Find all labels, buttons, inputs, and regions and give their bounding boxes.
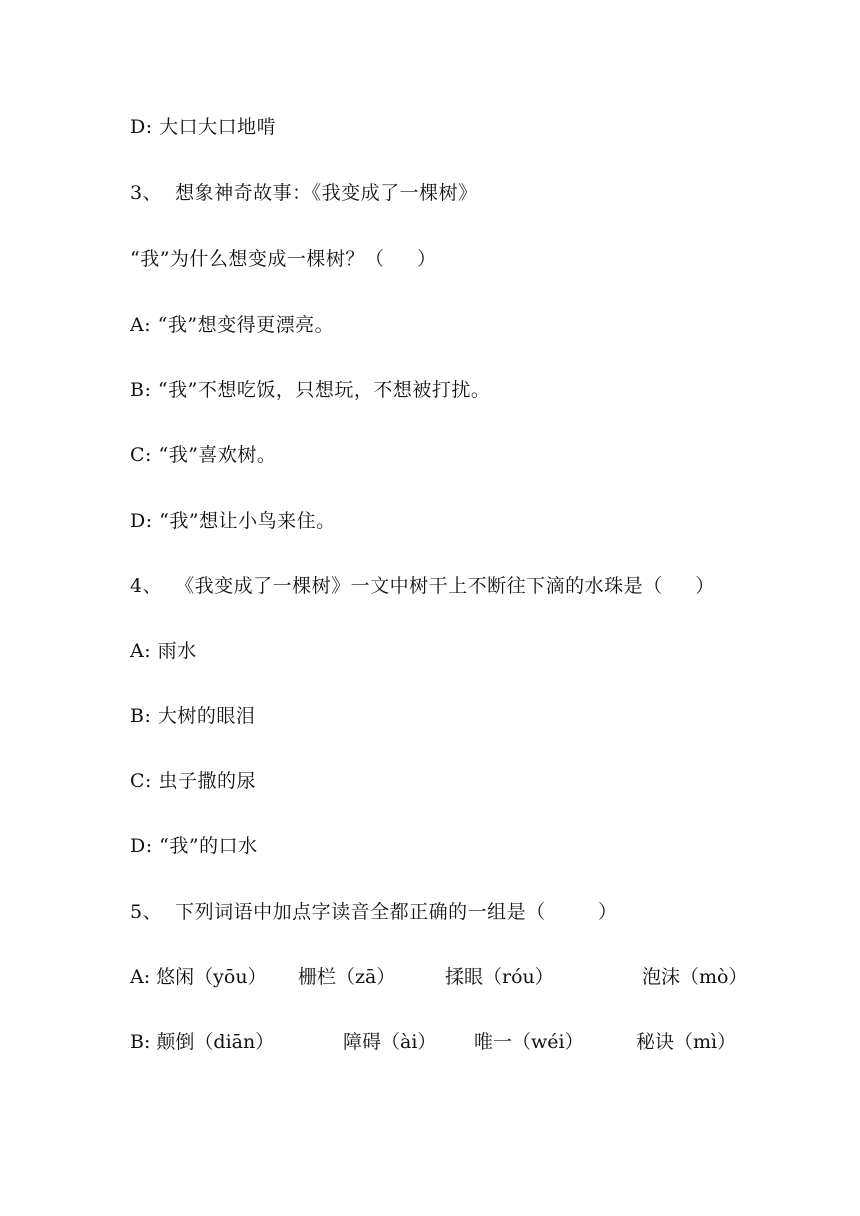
q5-b-word-3: 唯一（wéi） (474, 1031, 584, 1053)
q5-title: 5、 下列词语中加点字读音全都正确的一组是（ ） (130, 901, 618, 923)
q3-option-c: C: “我”喜欢树。 (130, 444, 277, 466)
q3-stem: “我”为什么想变成一棵树？（ ） (130, 248, 437, 270)
q3-option-a: A: “我”想变得更漂亮。 (130, 314, 335, 336)
q4-option-b: B: 大树的眼泪 (130, 705, 256, 727)
q4-title: 4、 《我变成了一棵树》一文中树干上不断往下滴的水珠是（ ） (130, 575, 715, 597)
q5-a-word-4: 泡沫（mò） (642, 966, 748, 988)
q4-option-c: C: 虫子撒的尿 (130, 770, 256, 792)
q5-b-word-2: 障碍（ài） (343, 1031, 437, 1053)
q5-b-word-1: B: 颠倒（diān） (130, 1031, 275, 1053)
q5-option-b (130, 1030, 737, 1174)
q5-b-word-4: 秘诀（mì） (636, 1031, 737, 1053)
q4-option-a: A: 雨水 (130, 640, 197, 662)
q5-a-word-2: 栅栏（zā） (298, 966, 396, 988)
q2-option-d: D: 大口大口地啃 (130, 116, 277, 138)
q3-title: 3、 想象神奇故事：《我变成了一棵树》 (130, 182, 478, 204)
q5-a-word-3: 揉眼（róu） (445, 966, 554, 988)
q3-option-b: B: “我”不想吃饭，只想玩，不想被打扰。 (130, 379, 491, 401)
q3-option-d: D: “我”想让小鸟来住。 (130, 510, 336, 532)
q4-option-d: D: “我”的口水 (130, 835, 258, 857)
q5-a-word-1: A: 悠闲（yōu） (130, 966, 267, 988)
